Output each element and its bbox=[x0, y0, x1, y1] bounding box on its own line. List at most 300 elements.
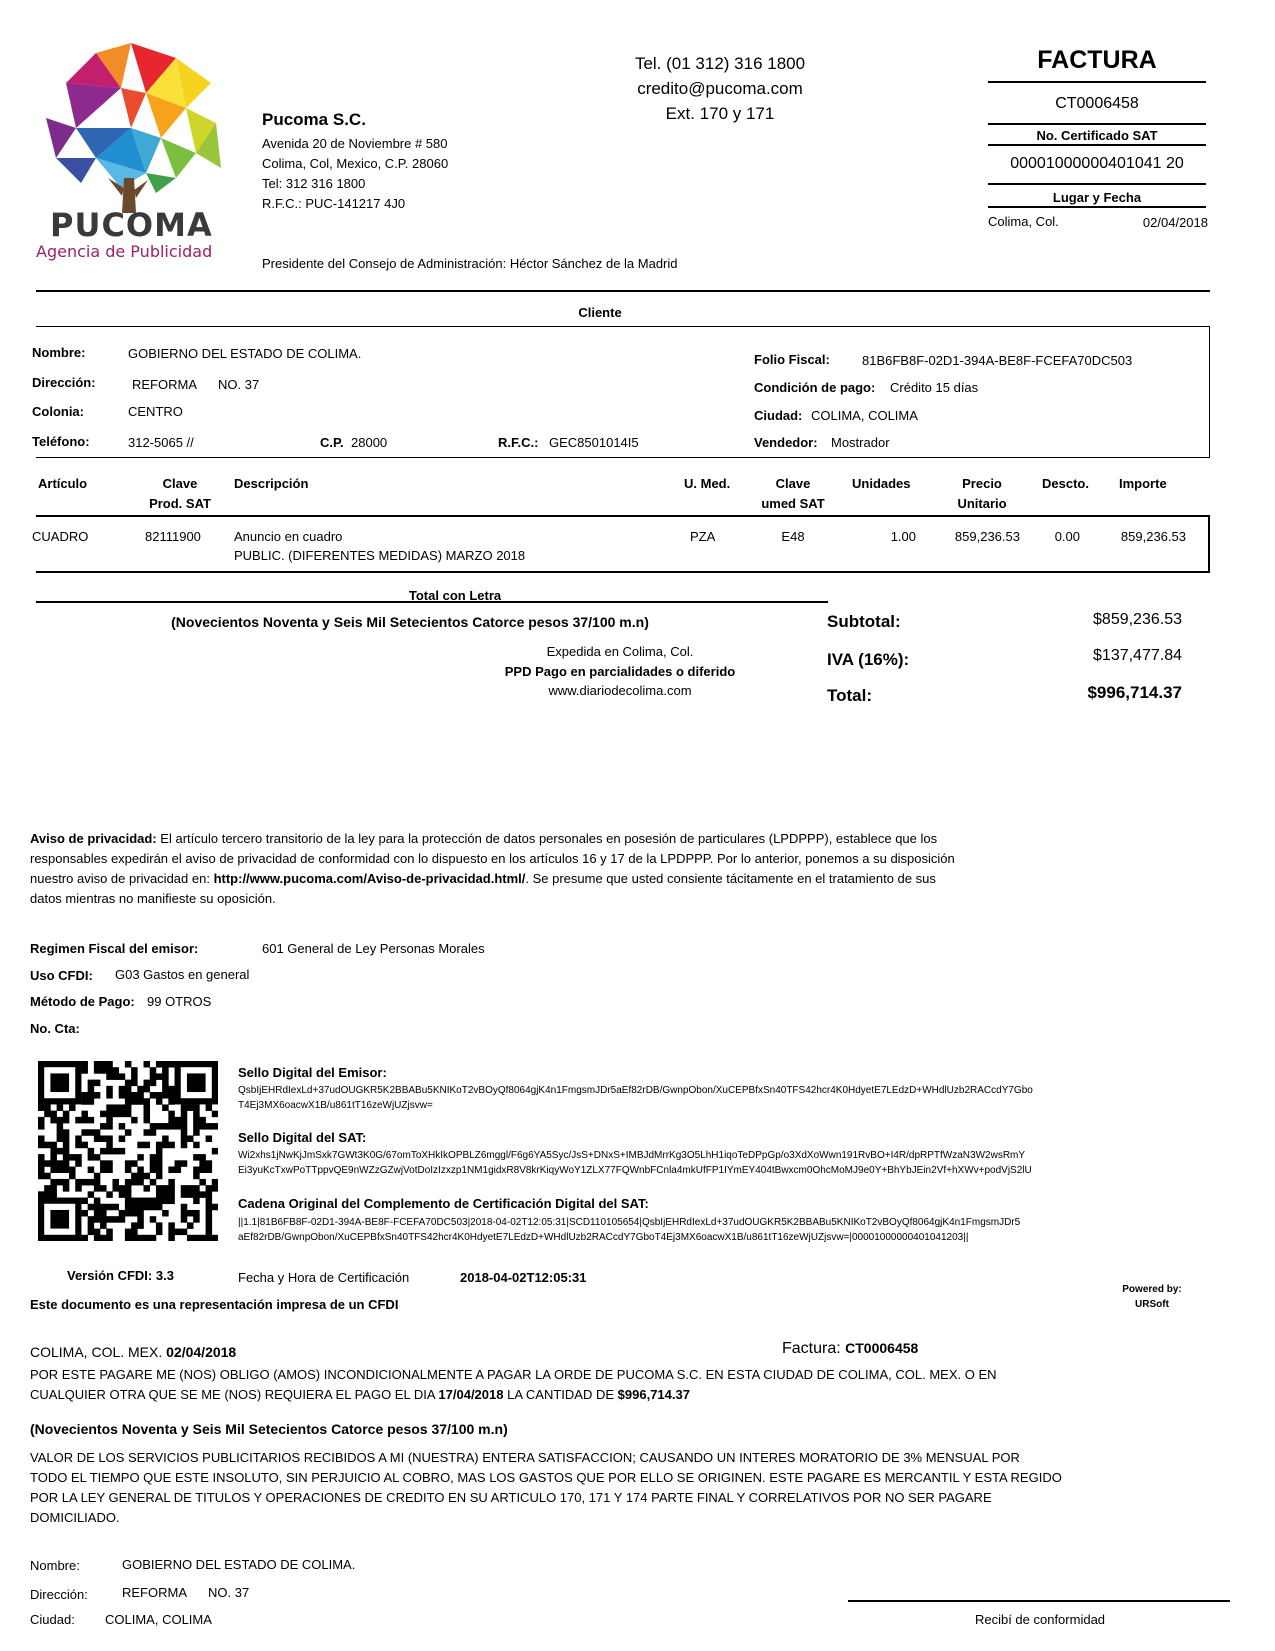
qr-module bbox=[137, 1173, 144, 1180]
qr-module bbox=[119, 1135, 126, 1142]
qr-module bbox=[199, 1191, 206, 1198]
qr-module bbox=[150, 1179, 157, 1186]
qr-module bbox=[81, 1129, 88, 1136]
qr-module bbox=[144, 1080, 151, 1087]
qr-module bbox=[144, 1086, 151, 1093]
qr-module bbox=[187, 1073, 206, 1092]
qr-module bbox=[106, 1073, 113, 1080]
pagare-factura-label: Factura: bbox=[782, 1340, 841, 1357]
qr-module bbox=[57, 1148, 64, 1155]
qr-module bbox=[131, 1092, 138, 1099]
qr-module bbox=[199, 1160, 206, 1167]
qr-module bbox=[125, 1061, 132, 1068]
qr-module bbox=[125, 1092, 132, 1099]
qr-module bbox=[75, 1142, 82, 1149]
qr-module bbox=[150, 1198, 157, 1205]
qr-module bbox=[81, 1210, 88, 1217]
company-city: Colima, Col, Mexico, C.P. 28060 bbox=[262, 156, 449, 171]
qr-module bbox=[131, 1160, 138, 1167]
qr-module bbox=[94, 1198, 101, 1205]
qr-module bbox=[94, 1235, 101, 1241]
seller-value: Mostrador bbox=[831, 435, 890, 450]
qr-module bbox=[162, 1198, 169, 1205]
qr-module bbox=[63, 1135, 70, 1142]
qr-module bbox=[206, 1222, 213, 1229]
qr-module bbox=[106, 1111, 113, 1118]
qr-module bbox=[156, 1167, 163, 1174]
payment-label: Condición de pago: bbox=[754, 380, 876, 395]
qr-module bbox=[162, 1191, 169, 1198]
pagare-body bbox=[30, 1448, 1062, 1528]
qr-module bbox=[156, 1098, 163, 1105]
qr-module bbox=[88, 1092, 95, 1099]
qr-module bbox=[50, 1111, 57, 1118]
qr-module bbox=[106, 1086, 113, 1093]
pagare-address-label: Dirección: bbox=[30, 1587, 88, 1602]
qr-module bbox=[88, 1154, 95, 1161]
emisor-stamp-1: QsbIjEHRdIexLd+37udOUGKR5K2BBABu5KNIKoT2vBOyQf8064gjK4n1FmgsmJDr5aEf82rDB/GwnpObon/XuCEPBfxSn40TFS42hcr4K0HdyetE7LEdzD+WHdlUzb2RACcdY7Gbo bbox=[238, 1085, 1033, 1096]
row-articulo: CUADRO bbox=[32, 529, 89, 544]
qr-module bbox=[106, 1191, 113, 1198]
qr-module bbox=[94, 1080, 101, 1087]
qr-module bbox=[181, 1185, 188, 1192]
qr-module bbox=[88, 1098, 95, 1105]
qr-module bbox=[181, 1117, 188, 1124]
qr-module bbox=[137, 1179, 144, 1186]
divider bbox=[36, 290, 1210, 292]
qr-module bbox=[94, 1173, 101, 1180]
privacy-line-1: El artículo tercero transitorio de la ley para la protección de datos personales en posesión de particulares (LPDPPP), establece que los bbox=[160, 831, 938, 846]
qr-module bbox=[131, 1073, 138, 1080]
row-precio: 859,236.53 bbox=[954, 529, 1020, 544]
qr-module bbox=[212, 1204, 218, 1211]
qr-module bbox=[119, 1092, 126, 1099]
qr-module bbox=[193, 1111, 200, 1118]
qr-module bbox=[75, 1160, 82, 1167]
uso-value: G03 Gastos en general bbox=[115, 967, 250, 982]
qr-module bbox=[156, 1092, 163, 1099]
powered-value: URSoft bbox=[1135, 1299, 1169, 1310]
qr-module bbox=[181, 1123, 188, 1130]
qr-module bbox=[193, 1173, 200, 1180]
city-value: COLIMA, COLIMA bbox=[811, 408, 918, 423]
qr-module bbox=[50, 1142, 57, 1149]
regimen-value: 601 General de Ley Personas Morales bbox=[262, 941, 485, 956]
qr-module bbox=[125, 1204, 132, 1211]
folio-label: Folio Fiscal: bbox=[754, 352, 830, 367]
qr-module bbox=[181, 1229, 188, 1236]
pagare-due-date: 17/04/2018 bbox=[438, 1387, 504, 1402]
qr-module bbox=[38, 1191, 45, 1198]
qr-module bbox=[88, 1148, 95, 1155]
qr-module bbox=[75, 1117, 82, 1124]
row-importe: 859,236.53 bbox=[1120, 529, 1186, 544]
qr-module bbox=[187, 1191, 194, 1198]
qr-module bbox=[44, 1142, 51, 1149]
qr-module bbox=[181, 1191, 188, 1198]
qr-module bbox=[162, 1142, 169, 1149]
qr-module bbox=[106, 1216, 113, 1223]
qr-module bbox=[88, 1086, 95, 1093]
qr-module bbox=[81, 1061, 88, 1068]
qr-module bbox=[206, 1235, 213, 1241]
payment-value: Crédito 15 días bbox=[890, 380, 979, 395]
qr-module bbox=[162, 1080, 169, 1087]
qr-module bbox=[63, 1167, 70, 1174]
total-value: $996,714.37 bbox=[1087, 683, 1182, 702]
logo-brand: PUCOMA bbox=[50, 206, 213, 244]
qr-module bbox=[125, 1191, 132, 1198]
qr-module bbox=[150, 1235, 157, 1241]
qr-module bbox=[150, 1067, 157, 1074]
row-unidades: 1.00 bbox=[890, 529, 916, 544]
qr-module bbox=[100, 1185, 107, 1192]
qr-module bbox=[144, 1198, 151, 1205]
qr-module bbox=[50, 1167, 57, 1174]
qr-module bbox=[44, 1185, 51, 1192]
qr-module bbox=[168, 1179, 175, 1186]
qr-module bbox=[112, 1185, 119, 1192]
pagare-factura-number: CT0006458 bbox=[845, 1340, 919, 1356]
col-claveumed-1: Clave bbox=[775, 476, 811, 491]
client-phone: 312-5065 // bbox=[128, 435, 194, 450]
qr-module bbox=[181, 1104, 188, 1111]
qr-module bbox=[162, 1061, 169, 1068]
qr-module bbox=[88, 1216, 95, 1223]
qr-module bbox=[156, 1222, 163, 1229]
qr-module bbox=[193, 1129, 200, 1136]
qr-module bbox=[106, 1104, 113, 1111]
place-date-label: Lugar y Fecha bbox=[1052, 190, 1142, 205]
qr-module bbox=[94, 1210, 101, 1217]
qr-module bbox=[119, 1185, 126, 1192]
qr-module bbox=[100, 1216, 107, 1223]
privacy-notice bbox=[30, 829, 955, 909]
qr-module bbox=[106, 1067, 113, 1074]
qr-module bbox=[38, 1142, 45, 1149]
cert-date: 2018-04-02T12:05:31 bbox=[460, 1270, 587, 1285]
qr-module bbox=[193, 1167, 200, 1174]
qr-module bbox=[137, 1098, 144, 1105]
pagare-body-2: TODO EL TIEMPO QUE ESTE INSOLUTO, SIN PERJUICIO AL COBRO, MAS LOS GASTOS QUE POR ELLO SE ORIGINEN. ESTE PAGARE ES MERCANTIL Y ESTA REGIDO bbox=[30, 1470, 1062, 1485]
qr-module bbox=[88, 1080, 95, 1087]
ppd-text: PPD Pago en parcialidades o diferido bbox=[504, 664, 736, 679]
qr-module bbox=[44, 1173, 51, 1180]
qr-module bbox=[38, 1160, 45, 1167]
qr-module bbox=[106, 1160, 113, 1167]
qr-module bbox=[44, 1191, 51, 1198]
qr-module bbox=[144, 1111, 151, 1118]
col-umed: U. Med. bbox=[684, 476, 731, 491]
client-number: NO. 37 bbox=[218, 377, 260, 392]
qr-module bbox=[150, 1154, 157, 1161]
qr-module bbox=[137, 1086, 144, 1093]
qr-module bbox=[119, 1148, 126, 1155]
qr-module bbox=[125, 1098, 132, 1105]
city-label: Ciudad: bbox=[754, 408, 803, 423]
qr-module bbox=[137, 1235, 144, 1241]
qr-module bbox=[131, 1198, 138, 1205]
qr-module bbox=[57, 1129, 64, 1136]
qr-module bbox=[112, 1148, 119, 1155]
company-logo bbox=[36, 38, 226, 268]
signature-line bbox=[848, 1600, 1230, 1602]
qr-module bbox=[106, 1229, 113, 1236]
powered-label: Powered by: bbox=[1122, 1284, 1182, 1295]
invoice-place: Colima, Col. bbox=[988, 214, 1059, 229]
qr-module bbox=[175, 1123, 182, 1130]
emisor-label: Sello Digital del Emisor: bbox=[238, 1065, 387, 1080]
total-letter-label: Total con Letra bbox=[408, 588, 502, 603]
qr-module bbox=[137, 1167, 144, 1174]
privacy-line-3b: . Se presume que usted consiente tácitamente en el tratamiento de sus bbox=[525, 871, 936, 886]
qr-module bbox=[106, 1135, 113, 1142]
qr-module bbox=[119, 1191, 126, 1198]
logo-tagline: Agencia de Publicidad bbox=[36, 242, 213, 261]
qr-module bbox=[150, 1092, 157, 1099]
client-phone-label: Teléfono: bbox=[32, 434, 90, 449]
divider bbox=[988, 183, 1206, 185]
qr-module bbox=[88, 1191, 95, 1198]
contact-ext: Ext. 170 y 171 bbox=[665, 104, 775, 123]
pagare-name: GOBIERNO DEL ESTADO DE COLIMA. bbox=[122, 1557, 356, 1572]
divider bbox=[988, 206, 1206, 208]
company-president: Presidente del Consejo de Administración: Héctor Sánchez de la Madrid bbox=[262, 256, 678, 271]
qr-module bbox=[119, 1104, 126, 1111]
qr-module bbox=[212, 1235, 218, 1241]
qr-module bbox=[137, 1216, 144, 1223]
qr-module bbox=[175, 1117, 182, 1124]
qr-module bbox=[156, 1173, 163, 1180]
sat-stamp-1: Wi2xhs1jNwKjJmSxk7GWt3K0G/67omToXHkIkOPBLZ6mggl/F6g6YA5Syc/JsS+DNxS+IMBJdMrrKg3O5LhH1iqoTeDPpGp/o3XdXoWwn191RvBO+I4R/dpRPTfWzaN3W2wsRmY bbox=[238, 1150, 1026, 1161]
qr-module bbox=[150, 1160, 157, 1167]
qr-module bbox=[100, 1167, 107, 1174]
qr-module bbox=[144, 1204, 151, 1211]
cfdi-version: Versión CFDI: 3.3 bbox=[67, 1268, 174, 1283]
qr-module bbox=[131, 1117, 138, 1124]
qr-module bbox=[125, 1129, 132, 1136]
qr-module bbox=[63, 1117, 70, 1124]
qr-module bbox=[63, 1129, 70, 1136]
qr-module bbox=[181, 1111, 188, 1118]
qr-module bbox=[162, 1135, 169, 1142]
qr-module bbox=[88, 1167, 95, 1174]
qr-module bbox=[212, 1111, 218, 1118]
qr-module bbox=[137, 1204, 144, 1211]
qr-module bbox=[206, 1160, 213, 1167]
qr-module bbox=[206, 1216, 213, 1223]
qr-module bbox=[50, 1148, 57, 1155]
qr-module bbox=[125, 1229, 132, 1236]
subtotal-value: $859,236.53 bbox=[1093, 611, 1182, 628]
client-rfc-label: R.F.C.: bbox=[498, 435, 539, 450]
signature-label: Recibí de conformidad bbox=[974, 1612, 1106, 1627]
company-name: Pucoma S.C. bbox=[262, 110, 366, 129]
qr-module bbox=[162, 1185, 169, 1192]
pagare-line-2a: CUALQUIER OTRA QUE SE ME (NOS) REQUIERA EL PAGO EL DIA bbox=[30, 1387, 435, 1402]
qr-module bbox=[81, 1142, 88, 1149]
qr-module bbox=[106, 1061, 113, 1068]
divider bbox=[988, 81, 1206, 83]
qr-module bbox=[100, 1061, 107, 1068]
qr-module bbox=[119, 1216, 126, 1223]
qr-module bbox=[168, 1229, 175, 1236]
qr-module bbox=[199, 1179, 206, 1186]
qr-module bbox=[144, 1129, 151, 1136]
qr-module bbox=[168, 1191, 175, 1198]
qr-module bbox=[100, 1222, 107, 1229]
privacy-line-2: responsables expedirán el aviso de privacidad de conformidad con lo dispuesto en los artículos 16 y 17 de la LPDPPP. Por lo anterior, ponemos a su disposición bbox=[30, 851, 955, 866]
qr-module bbox=[50, 1073, 69, 1092]
qr-module bbox=[181, 1216, 188, 1223]
qr-module bbox=[150, 1129, 157, 1136]
qr-module bbox=[144, 1061, 151, 1068]
qr-module bbox=[168, 1117, 175, 1124]
qr-module bbox=[125, 1210, 132, 1217]
items-table-box bbox=[36, 515, 1210, 573]
qr-module bbox=[131, 1222, 138, 1229]
qr-module bbox=[144, 1098, 151, 1105]
qr-module bbox=[199, 1123, 206, 1130]
qr-module bbox=[193, 1123, 200, 1130]
qr-module bbox=[112, 1104, 119, 1111]
qr-module bbox=[187, 1235, 194, 1241]
qr-module bbox=[125, 1086, 132, 1093]
qr-module bbox=[38, 1117, 45, 1124]
qr-module bbox=[69, 1104, 76, 1111]
qr-module bbox=[38, 1167, 45, 1174]
pagare-body-3: POR LA LEY GENERAL DE TITULOS Y OPERACIONES DE CREDITO EN SU ARTICULO 170, 171 Y 174 PARTE FINAL Y CORRELATIVOS POR NO SER PAGARE bbox=[30, 1490, 992, 1505]
qr-module bbox=[125, 1185, 132, 1192]
total-label: Total: bbox=[827, 686, 873, 705]
invoice-number: CT0006458 bbox=[1055, 95, 1139, 112]
qr-module bbox=[106, 1123, 113, 1130]
total-letter: (Novecientos Noventa y Seis Mil Setecientos Catorce pesos 37/100 m.n) bbox=[171, 614, 649, 630]
qr-module bbox=[44, 1104, 51, 1111]
seller-label: Vendedor: bbox=[754, 435, 818, 450]
qr-module bbox=[137, 1210, 144, 1217]
qr-module bbox=[57, 1167, 64, 1174]
qr-module bbox=[106, 1204, 113, 1211]
qr-module bbox=[38, 1135, 45, 1142]
qr-module bbox=[131, 1173, 138, 1180]
qr-module bbox=[206, 1198, 213, 1205]
client-cp-label: C.P. bbox=[320, 435, 344, 450]
qr-module bbox=[168, 1086, 175, 1093]
contact-email: credito@pucoma.com bbox=[637, 79, 803, 98]
pagare-line-2 bbox=[30, 1387, 690, 1402]
qr-module bbox=[137, 1154, 144, 1161]
qr-module bbox=[206, 1229, 213, 1236]
client-address-label: Dirección: bbox=[32, 375, 96, 390]
emisor-stamp-2: T4Ej3MX6oacwX1B/u861tT16zeWjUZjsvw= bbox=[238, 1100, 433, 1111]
qr-module bbox=[162, 1067, 169, 1074]
qr-module bbox=[44, 1160, 51, 1167]
qr-module bbox=[168, 1123, 175, 1130]
pagare-date: 02/04/2018 bbox=[166, 1344, 237, 1360]
qr-module bbox=[63, 1148, 70, 1155]
sat-stamp-2: Ei3yuKcTxwPoTTppvQE9nWZzGZwjVotDoIzIzxzp1NM1gidxR8V8krKiqyWoY1ZLX77FQWnbFCnla4mkUfFP1IYmEY404tBwxcm0OhcMoMJ9e0Y+BhYbJEin2Vf+hXWv+podVjS2lU bbox=[238, 1165, 1032, 1176]
client-colonia: CENTRO bbox=[128, 404, 183, 419]
qr-module bbox=[63, 1185, 70, 1192]
qr-module bbox=[162, 1104, 169, 1111]
qr-module bbox=[100, 1111, 107, 1118]
qr-module bbox=[168, 1222, 175, 1229]
qr-module bbox=[106, 1117, 113, 1124]
qr-module bbox=[119, 1111, 126, 1118]
qr-module bbox=[50, 1160, 57, 1167]
divider bbox=[988, 123, 1206, 125]
qr-module bbox=[125, 1160, 132, 1167]
qr-module bbox=[206, 1135, 213, 1142]
qr-module bbox=[212, 1179, 218, 1186]
client-street: REFORMA bbox=[132, 377, 197, 392]
qr-module bbox=[206, 1185, 213, 1192]
qr-module bbox=[168, 1092, 175, 1099]
qr-module bbox=[193, 1142, 200, 1149]
qr-module bbox=[168, 1098, 175, 1105]
qr-module bbox=[156, 1142, 163, 1149]
qr-module bbox=[156, 1073, 163, 1080]
qr-module bbox=[144, 1185, 151, 1192]
qr-module bbox=[44, 1111, 51, 1118]
qr-module bbox=[193, 1104, 200, 1111]
pagare-name-label: Nombre: bbox=[30, 1558, 80, 1573]
qr-module bbox=[63, 1179, 70, 1186]
qr-module bbox=[100, 1135, 107, 1142]
qr-module bbox=[75, 1135, 82, 1142]
qr-module bbox=[175, 1167, 182, 1174]
qr-module bbox=[162, 1210, 169, 1217]
qr-module bbox=[137, 1142, 144, 1149]
qr-module bbox=[94, 1179, 101, 1186]
col-importe: Importe bbox=[1119, 476, 1167, 491]
pagare-city: COLIMA, COLIMA bbox=[105, 1612, 212, 1627]
qr-module bbox=[94, 1185, 101, 1192]
qr-module bbox=[168, 1235, 175, 1241]
col-clave-1: Clave bbox=[162, 476, 198, 491]
qr-module bbox=[199, 1117, 206, 1124]
qr-module bbox=[193, 1235, 200, 1241]
cert-date-label: Fecha y Hora de Certificación bbox=[238, 1270, 410, 1285]
col-descto: Descto. bbox=[1042, 476, 1089, 491]
qr-module bbox=[81, 1067, 88, 1074]
cert-number: 00001000000401041 20 bbox=[1010, 155, 1184, 172]
qr-module bbox=[199, 1154, 206, 1161]
qr-module bbox=[69, 1167, 76, 1174]
invoice-title: FACTURA bbox=[1037, 46, 1157, 74]
qr-module bbox=[156, 1160, 163, 1167]
subtotal-label: Subtotal: bbox=[827, 612, 901, 631]
qr-module bbox=[112, 1073, 119, 1080]
qr-module bbox=[38, 1154, 45, 1161]
qr-module bbox=[100, 1210, 107, 1217]
privacy-url[interactable]: http://www.pucoma.com/Aviso-de-privacidad.html/ bbox=[213, 871, 526, 886]
col-precio-1: Precio bbox=[962, 476, 1002, 491]
qr-module bbox=[193, 1216, 200, 1223]
qr-module bbox=[125, 1167, 132, 1174]
qr-module bbox=[187, 1135, 194, 1142]
qr-module bbox=[187, 1185, 194, 1192]
qr-module bbox=[150, 1123, 157, 1130]
qr-module bbox=[57, 1135, 64, 1142]
privacy-line-4: datos mientras no manifieste su oposición. bbox=[30, 891, 276, 906]
qr-module bbox=[69, 1154, 76, 1161]
qr-module bbox=[125, 1179, 132, 1186]
contact-tel: Tel. (01 312) 316 1800 bbox=[634, 54, 806, 73]
qr-module bbox=[112, 1067, 119, 1074]
qr-module bbox=[94, 1092, 101, 1099]
